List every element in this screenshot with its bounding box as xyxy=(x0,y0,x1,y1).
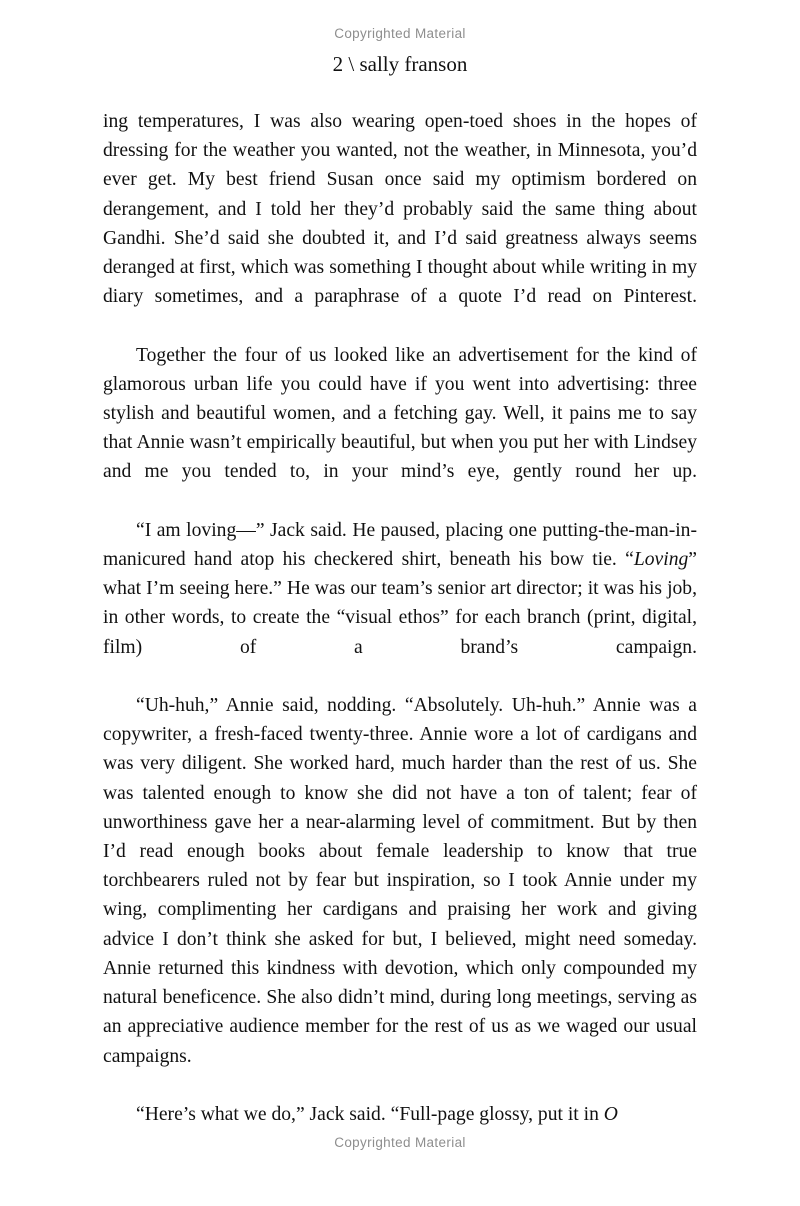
copyright-watermark-top: Copyrighted Material xyxy=(334,26,466,41)
paragraph-5 xyxy=(103,1100,697,1129)
paragraph-2 xyxy=(103,341,697,516)
paragraph-1-text: ing temperatures, I was also wearing open-toed shoes in the hopes of dressing for the weather you wanted, not the weather, in Minnesota, you’d ever get. My best friend Susan once said my optimism bordered on derangement, and I told her they’d probably said the same thing about Gandhi. She’d said she doubted it, and I’d said greatness always seems deranged at first, which was something I thought about while writing in my diary sometimes, and a paraphrase of a quote I’d read on Pinterest. xyxy=(103,111,697,308)
running-head: 2 \ sally franson xyxy=(332,52,468,76)
paragraph-3-text-after: ” what I’m seeing here.” He was our team’s senior art director; it was his job, in other words, to create the “visual ethos” for each branch (print, digital, film) of a brand’s campaign. xyxy=(103,549,697,658)
paragraph-3 xyxy=(103,516,697,691)
paragraph-1 xyxy=(103,107,697,341)
copyright-watermark-bottom: Copyrighted Material xyxy=(334,1135,466,1150)
paragraph-3-text-before: “I am loving—” Jack said. He paused, placing one putting-the-man-in-manicured hand atop his checkered shirt, beneath his bow tie. “ xyxy=(103,519,697,571)
body-text xyxy=(103,107,697,1129)
paragraph-4-text: “Uh-huh,” Annie said, nodding. “Absolutely. Uh-huh.” Annie was a copywriter, a fresh-faced twenty-three. Annie wore a lot of cardigans and was very diligent. She worked hard, much harder than the rest of us. She was talented enough to know she did not have a ton of talent; fear of unworthiness gave her a near-alarming level of commitment. But by then I’d read enough books about female leadership to know that true torchbearers ruled not by fear but inspiration, so I took Annie under my wing, complimenting her cardigans and praising her work and giving advice I don’t think she asked for but, I believed, might need someday. Annie returned this kindness with devotion, which only compounded my natural beneficence. She also didn’t mind, during long meetings, serving as an appreciative audience member for the rest of us as we waged our usual campaigns. xyxy=(103,695,697,1067)
paragraph-2-text: Together the four of us looked like an advertisement for the kind of glamorous urban life you could have if you went into advertising: three stylish and beautiful women, and a fetching gay. Well, it pains me to say that Annie wasn’t empirically beautiful, but when you put her with Lindsey and me you tended to, in your mind’s eye, gently round her up. xyxy=(103,344,697,483)
paragraph-5-text-before: “Here’s what we do,” Jack said. “Full-page glossy, put it in xyxy=(136,1103,604,1125)
paragraph-4 xyxy=(103,691,697,1100)
paragraph-3-emphasis: Loving xyxy=(633,549,689,571)
paragraph-5-magazine-title: O xyxy=(603,1103,618,1125)
